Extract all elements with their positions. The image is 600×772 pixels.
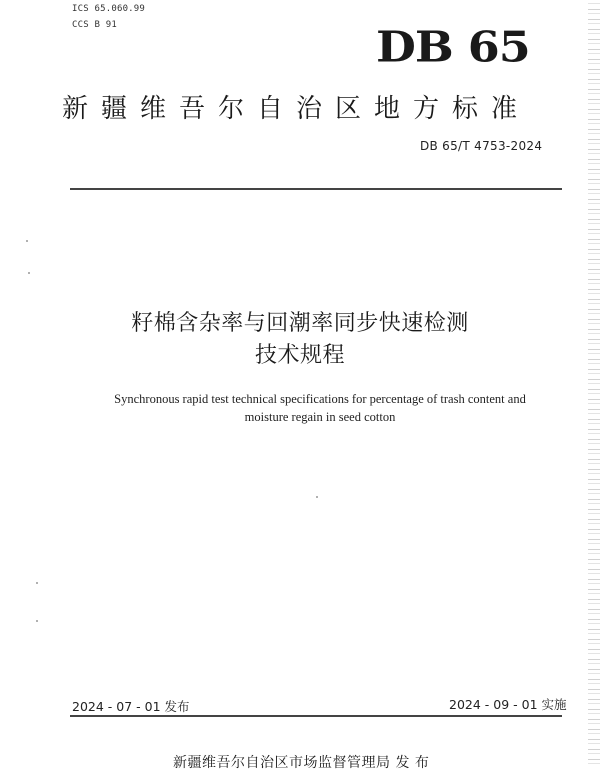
implementation-date: 2024 - 09 - 01 实施 — [449, 697, 567, 712]
document-title-zh-line2: 技术规程 — [254, 343, 345, 368]
top-divider — [70, 188, 562, 190]
standard-number: DB 65/T 4753-2024 — [420, 139, 543, 153]
scan-speck — [26, 240, 28, 242]
scan-speck — [28, 272, 30, 274]
scan-speck — [316, 496, 318, 498]
issuer-title: 新疆维吾尔自治区地方标准 — [62, 94, 531, 124]
issue-date: 2024 - 07 - 01 发布 — [72, 699, 190, 714]
ccs-code: CCS B 91 — [72, 20, 117, 30]
document-title-en-line1: Synchronous rapid test technical specifications for percentage of trash content and — [114, 392, 526, 406]
scan-speck — [36, 620, 38, 622]
scan-edge — [588, 0, 600, 767]
document-title-zh-line1: 籽棉含杂率与回潮率同步快速检测 — [131, 311, 469, 336]
document-title-en-line2: moisture regain in seed cotton — [244, 410, 396, 424]
ics-code: ICS 65.060.99 — [72, 4, 146, 14]
bottom-divider — [70, 715, 562, 717]
publisher: 新疆维吾尔自治区市场监督管理局 发 布 — [173, 755, 430, 771]
scan-speck — [36, 582, 38, 584]
standard-logo: DB 65 — [376, 22, 530, 72]
